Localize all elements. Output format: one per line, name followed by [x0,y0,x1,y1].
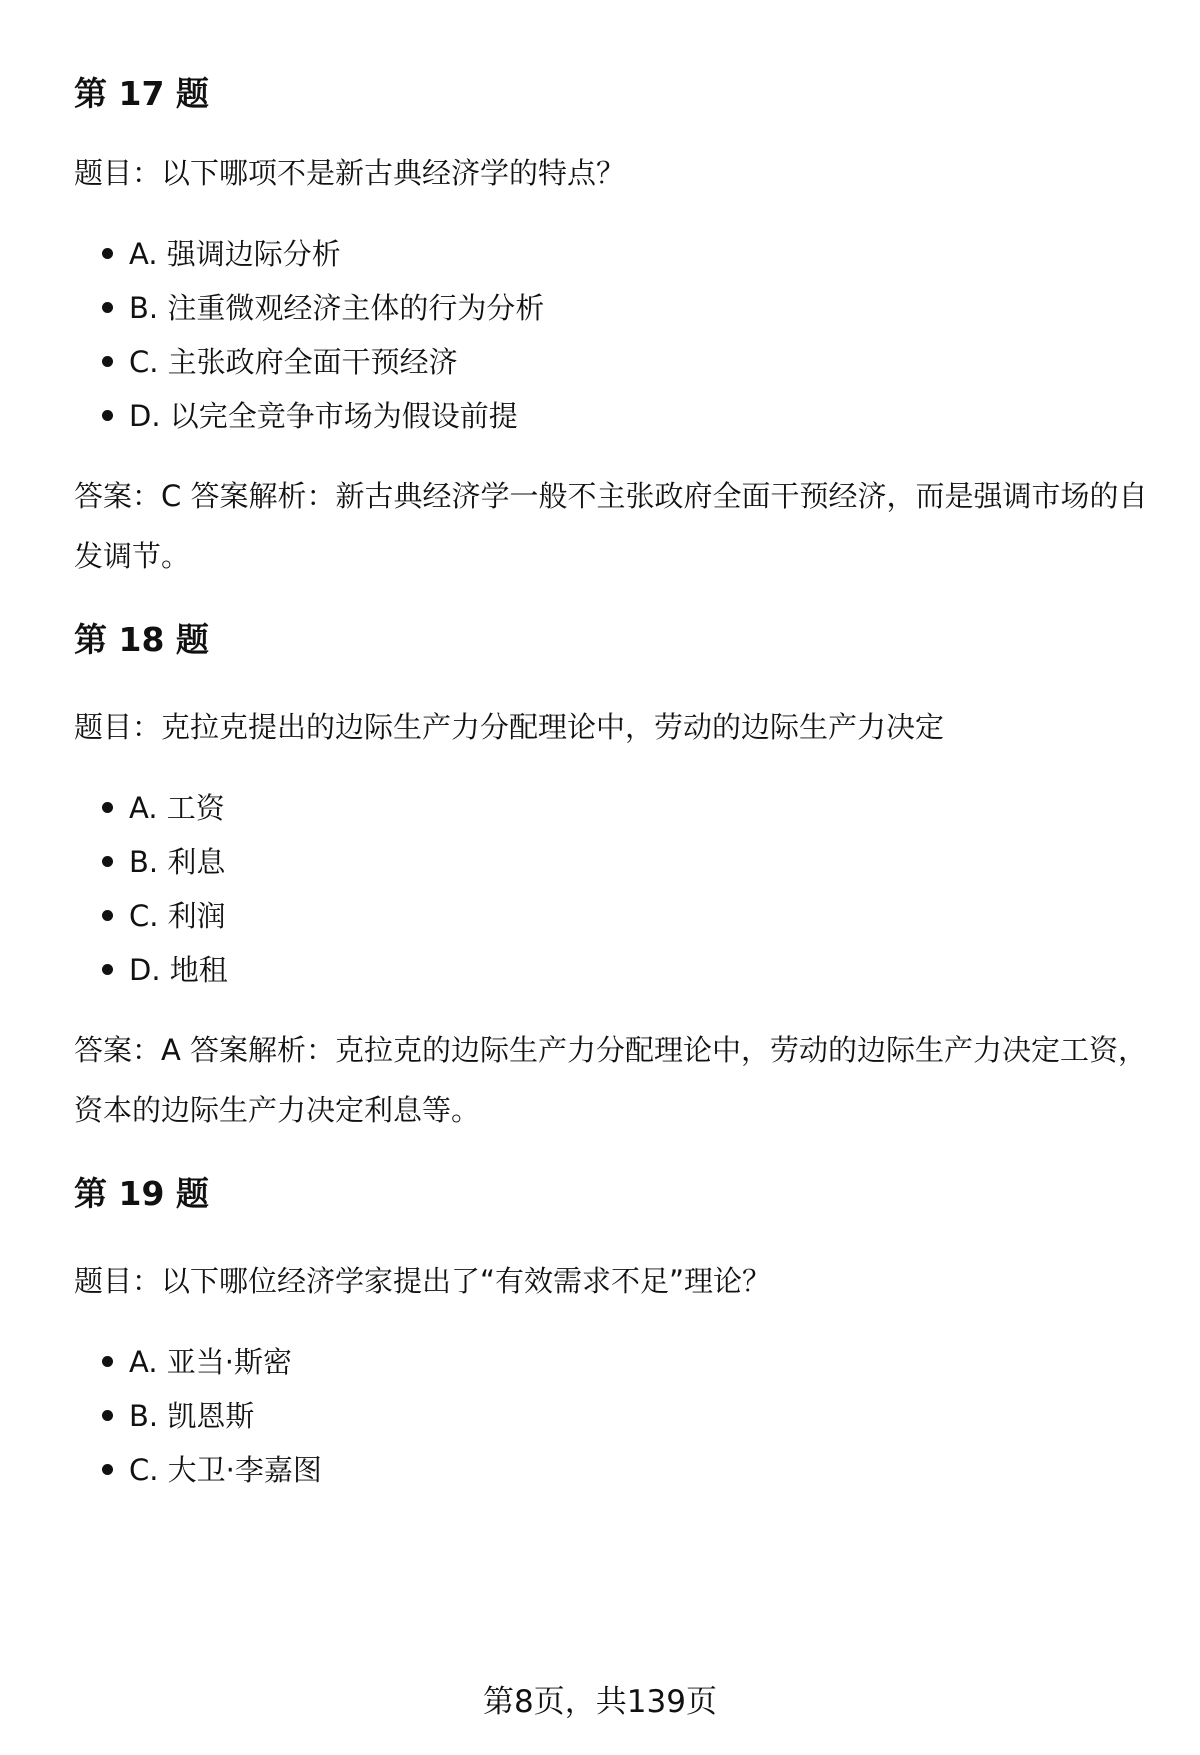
bullet-icon [102,1410,113,1421]
bullet-icon [102,1464,113,1475]
answer-explanation: 答案：A 答案解析：克拉克的边际生产力分配理论中，劳动的边际生产力决定工资，资本的边际生产力决定利息等。 [74,1033,1148,1127]
bullet-icon [102,856,113,867]
option-text: B. 凯恩斯 [129,1399,255,1433]
bullet-icon [102,248,113,259]
page-footer: 第8页，共139页 [483,1684,717,1720]
option-text: D. 以完全竞争市场为假设前提 [129,399,518,433]
bullet-icon [102,1356,113,1367]
option-text: C. 大卫·李嘉图 [129,1453,322,1487]
option-text: A. 亚当·斯密 [129,1345,292,1379]
option-text: D. 地租 [129,953,228,987]
option-text: A. 强调边际分析 [129,237,341,271]
option-text: C. 利润 [129,899,226,933]
bullet-icon [102,964,113,975]
question-stem: 题目：克拉克提出的边际生产力分配理论中，劳动的边际生产力决定 [74,710,945,744]
question-title: 第 17 题 [74,74,209,113]
bullet-icon [102,910,113,921]
question-stem: 题目：以下哪位经济学家提出了“有效需求不足”理论？ [74,1264,772,1298]
question-stem: 题目：以下哪项不是新古典经济学的特点？ [74,156,626,190]
question-title: 第 19 题 [74,1174,209,1213]
bullet-icon [102,356,113,367]
option-text: B. 利息 [129,845,226,879]
bullet-icon [102,410,113,421]
bullet-icon [102,802,113,813]
option-text: C. 主张政府全面干预经济 [129,345,458,379]
option-text: B. 注重微观经济主体的行为分析 [129,291,545,325]
answer-explanation: 答案：C 答案解析：新古典经济学一般不主张政府全面干预经济，而是强调市场的自发调节。 [74,479,1148,573]
option-text: A. 工资 [129,791,225,825]
bullet-icon [102,302,113,313]
question-title: 第 18 题 [74,620,209,659]
